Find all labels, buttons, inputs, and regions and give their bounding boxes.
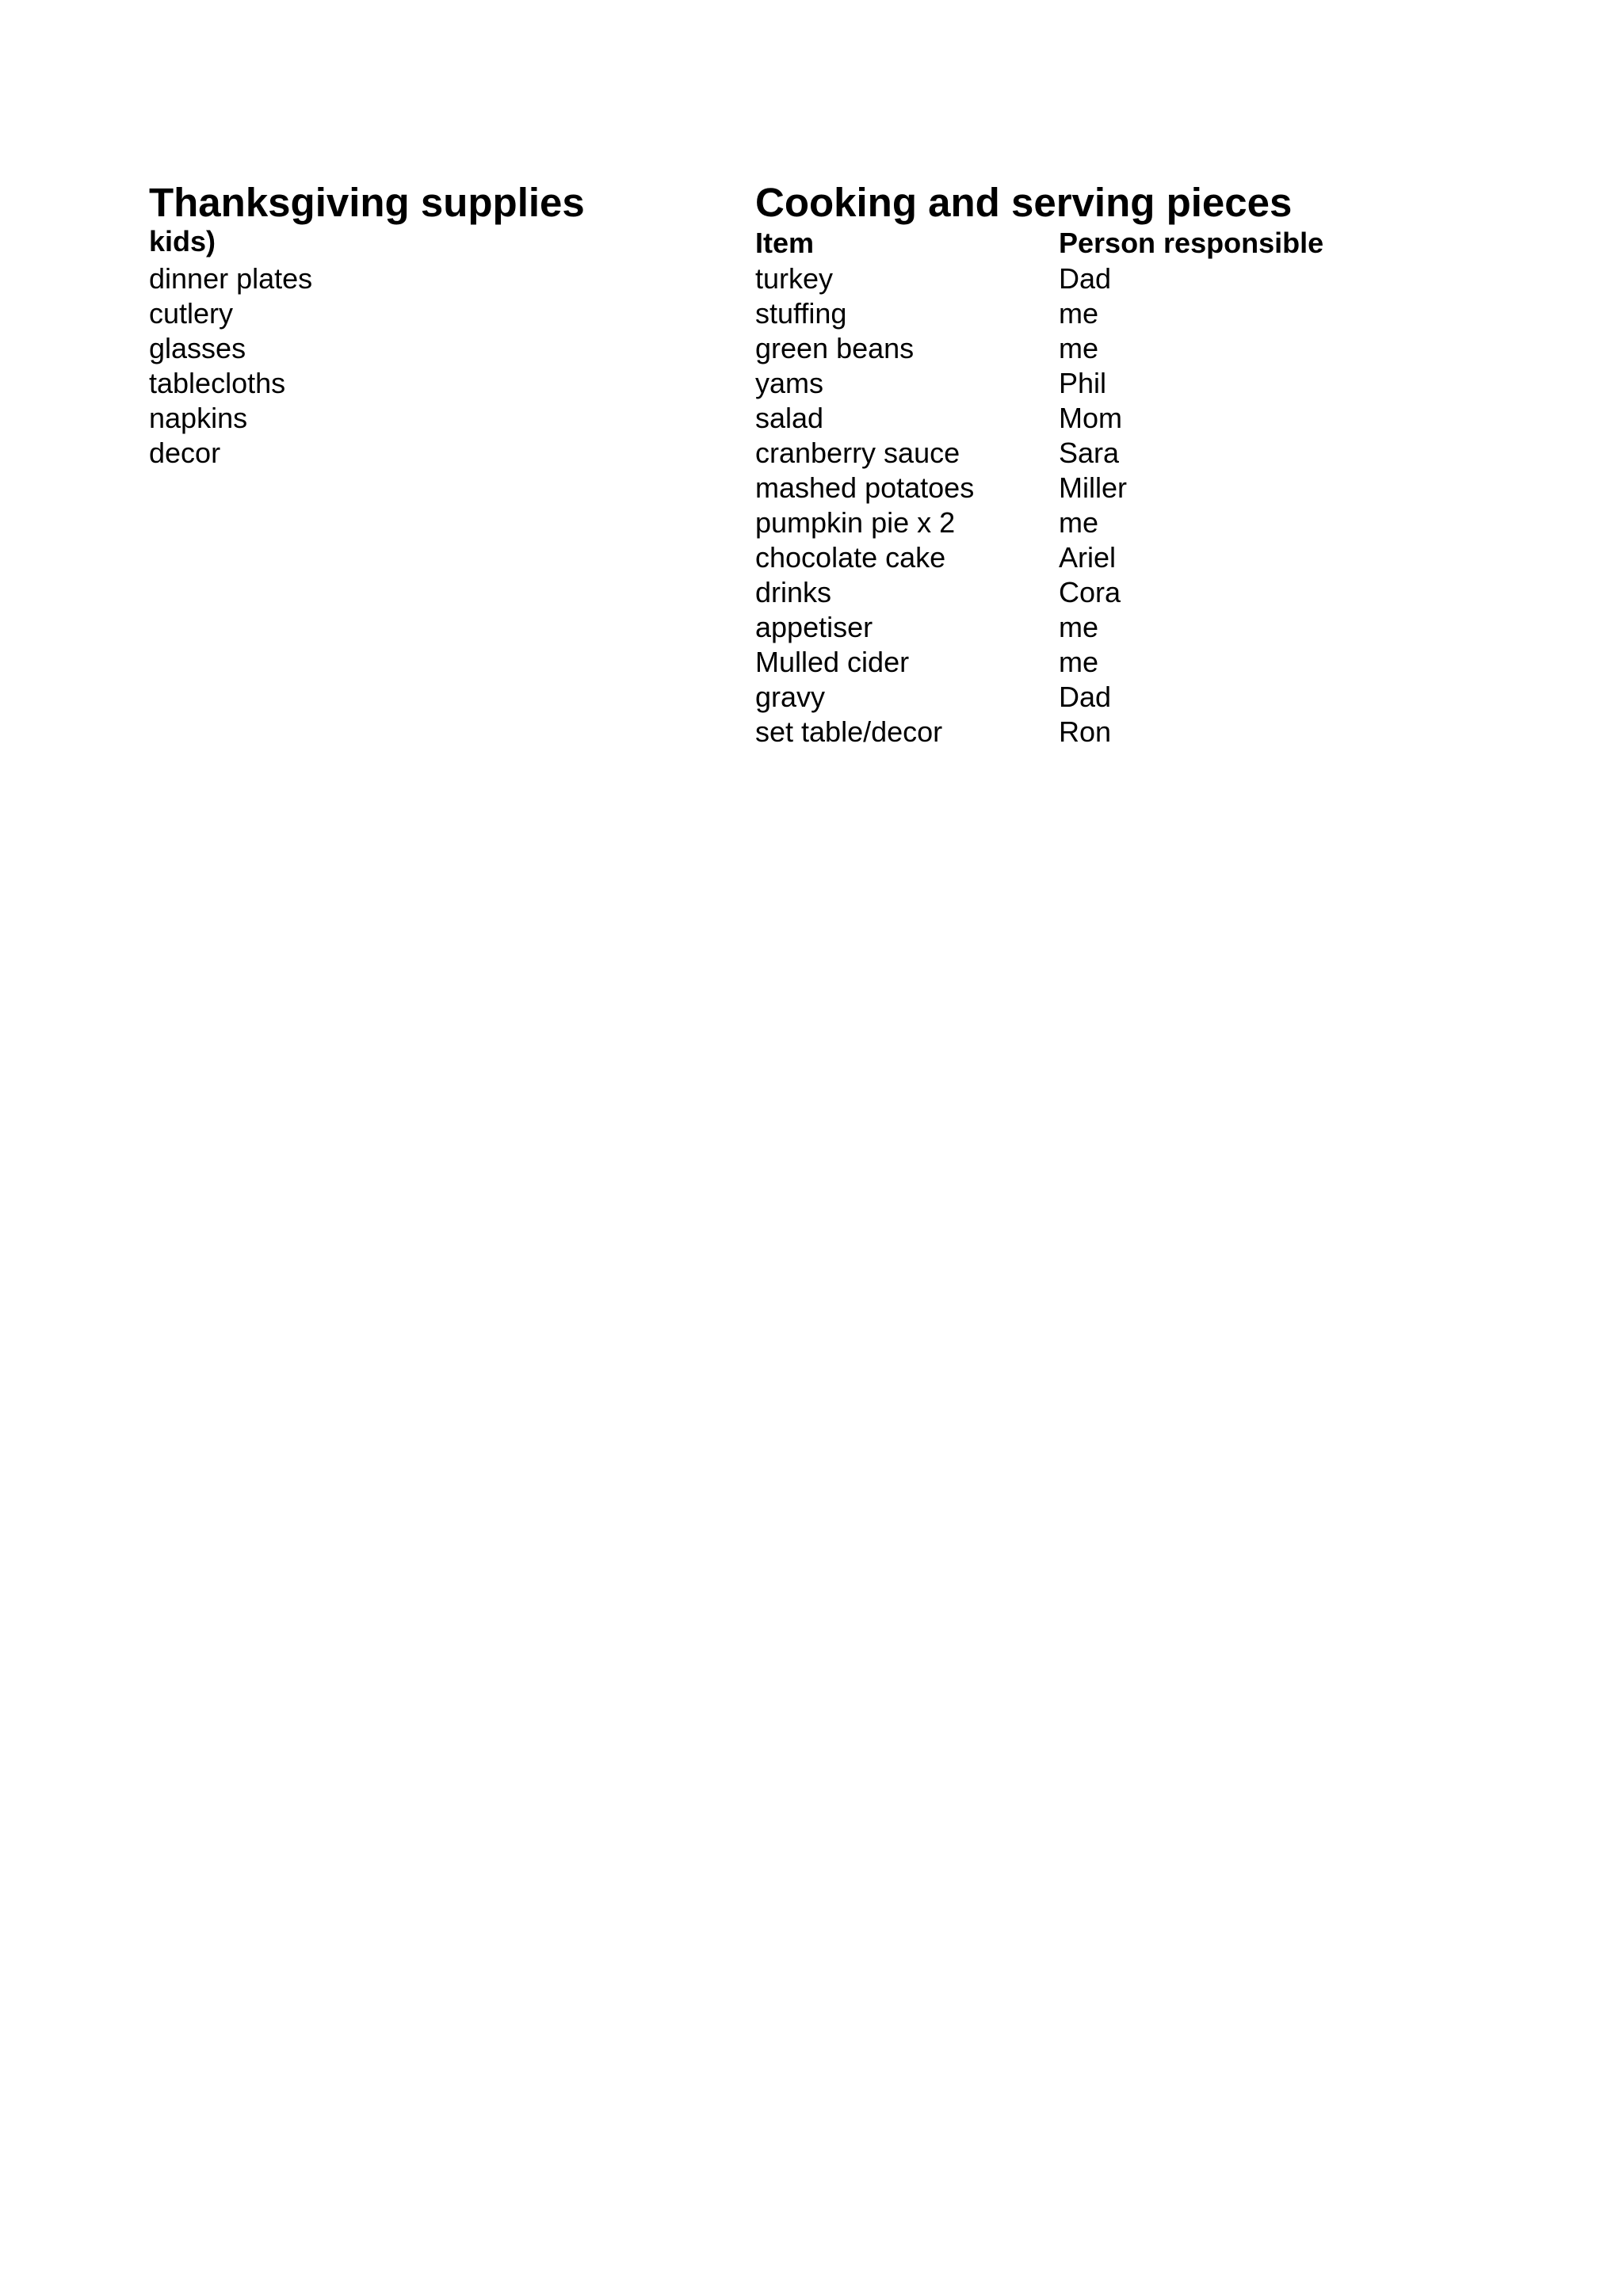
- supply-item: decor: [149, 437, 221, 469]
- person-responsible: me: [1059, 332, 1099, 364]
- cooking-item: cranberry sauce: [755, 437, 960, 469]
- person-responsible: me: [1059, 297, 1099, 330]
- person-responsible: Ariel: [1059, 541, 1117, 574]
- supply-item: dinner plates: [149, 262, 313, 295]
- supplies-list: [149, 261, 312, 471]
- person-responsible: Mom: [1059, 402, 1122, 434]
- person-responsible: Dad: [1059, 681, 1112, 713]
- supplies-subheading: [149, 224, 466, 259]
- cooking-item: stuffing: [755, 297, 847, 330]
- cooking-item: chocolate cake: [755, 541, 946, 574]
- supply-item: tablecloths: [149, 367, 286, 399]
- item-column-header: Item: [755, 227, 815, 259]
- person-responsible: me: [1059, 611, 1099, 643]
- supplies-subheading-text: kids): [149, 225, 216, 257]
- person-responsible: Ron: [1059, 715, 1112, 748]
- cooking-item: pumpkin pie x 2: [755, 506, 956, 539]
- supply-item: glasses: [149, 332, 246, 364]
- cooking-item: Mulled cider: [755, 646, 910, 678]
- person-responsible: Miller: [1059, 471, 1127, 504]
- cooking-item: yams: [755, 367, 824, 399]
- supplies-title: Thanksgiving supplies: [149, 180, 585, 225]
- cooking-items-column: [755, 261, 974, 749]
- person-column-header: Person responsible: [1059, 227, 1324, 259]
- person-responsible: me: [1059, 506, 1099, 539]
- cooking-title: Cooking and serving pieces: [755, 180, 1293, 225]
- person-responsible: Cora: [1059, 576, 1121, 608]
- supply-item: cutlery: [149, 297, 234, 330]
- cooking-item: drinks: [755, 576, 832, 608]
- cooking-item: gravy: [755, 681, 826, 713]
- cooking-item: green beans: [755, 332, 915, 364]
- cooking-item: turkey: [755, 262, 834, 295]
- person-responsible: Sara: [1059, 437, 1120, 469]
- supply-item: napkins: [149, 402, 248, 434]
- person-responsible: Phil: [1059, 367, 1107, 399]
- cooking-item: appetiser: [755, 611, 873, 643]
- person-responsible: me: [1059, 646, 1099, 678]
- cooking-item: mashed potatoes: [755, 471, 975, 504]
- cooking-item: salad: [755, 402, 824, 434]
- cooking-item: set table/decor: [755, 715, 943, 748]
- person-responsible: Dad: [1059, 262, 1112, 295]
- person-responsible-column: [1059, 261, 1127, 749]
